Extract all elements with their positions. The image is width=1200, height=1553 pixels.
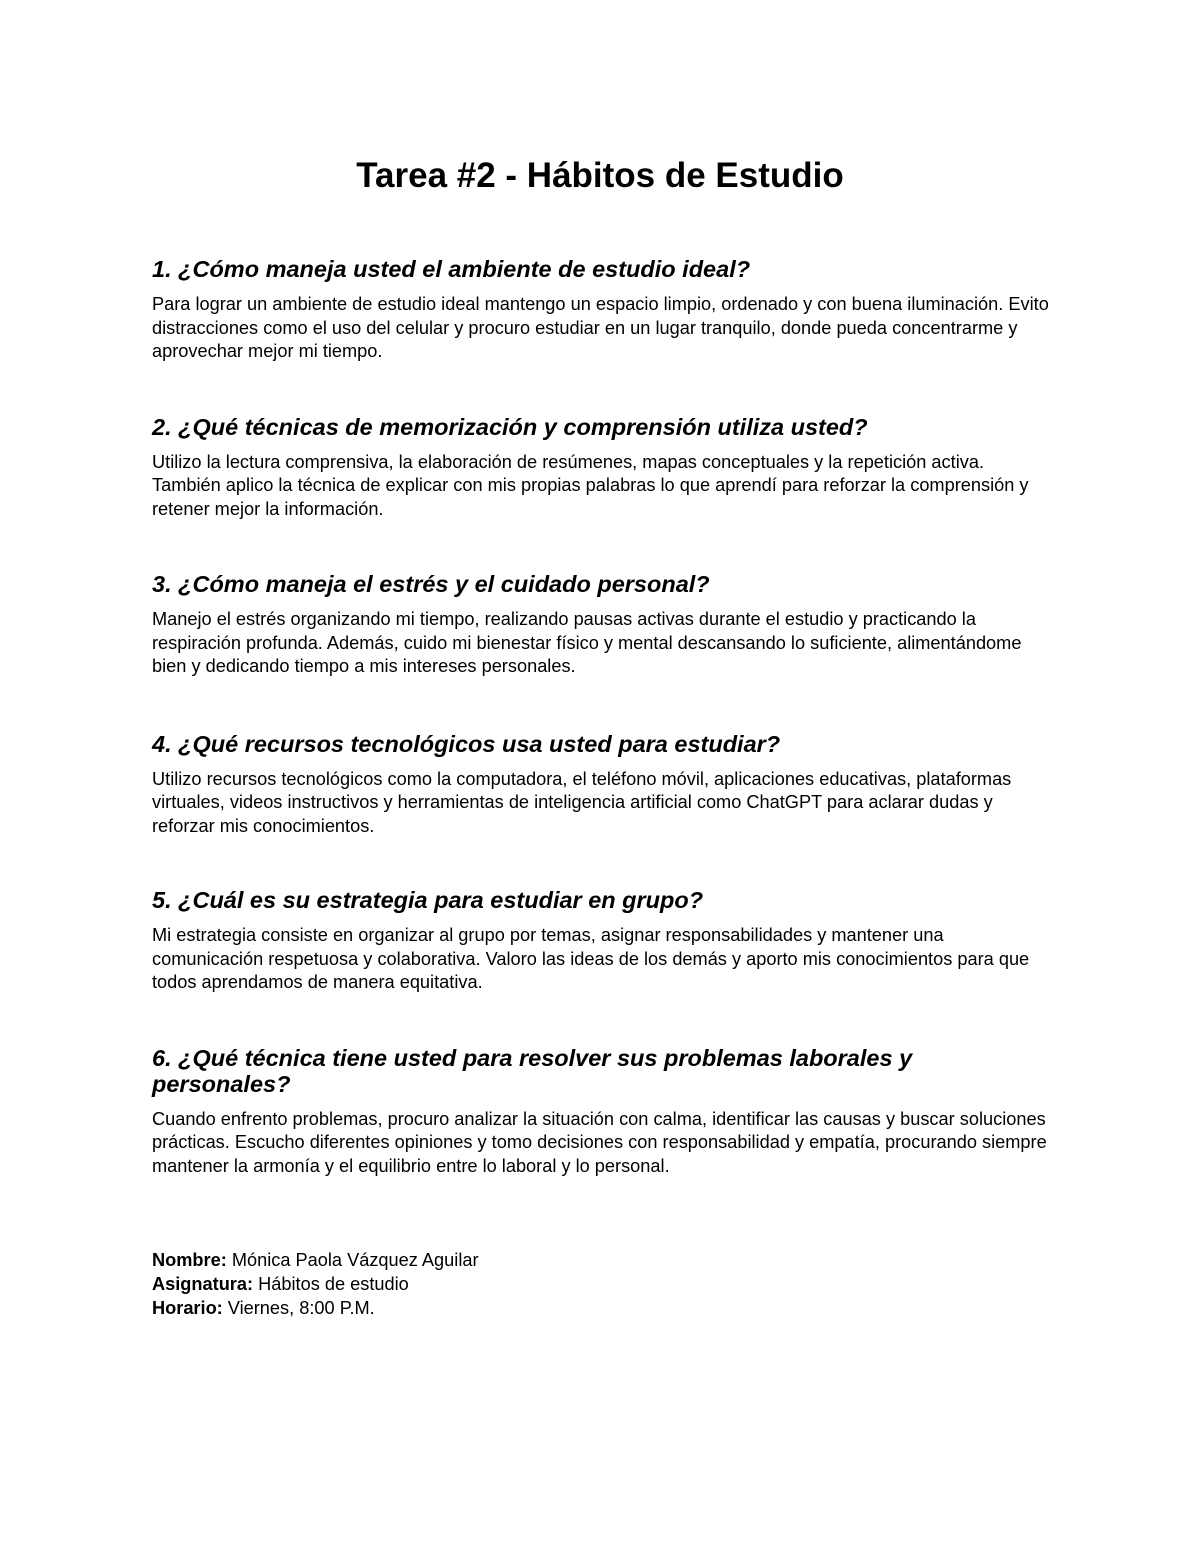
question-section-5: [152, 887, 1052, 995]
question-heading-2: 2. ¿Qué técnicas de memorización y comprensión utiliza usted?: [152, 413, 868, 440]
answer-paragraph-1: Para lograr un ambiente de estudio ideal mantengo un espacio limpio, ordenado y con buena iluminación. Evito distracciones como el uso del celular y procuro estudiar en un lugar tranquilo, donde pueda concentrarme y aprovechar mejor mi tiempo.: [152, 294, 1049, 361]
subject-value: Hábitos de estudio: [258, 1274, 409, 1294]
answer-paragraph-2: Utilizo la lectura comprensiva, la elaboración de resúmenes, mapas conceptuales y la repetición activa. También aplico la técnica de explicar con mis propias palabras lo que aprendí para reforzar la comprensión y retener mejor la información.: [152, 451, 1029, 519]
subject-label: Asignatura:: [152, 1274, 254, 1294]
question-heading-4: 4. ¿Qué recursos tecnológicos usa usted para estudiar?: [152, 730, 781, 757]
question-heading-6: 6. ¿Qué técnica tiene usted para resolver sus problemas laborales y personales?: [152, 1044, 913, 1097]
answer-paragraph-5: Mi estrategia consiste en organizar al grupo por temas, asignar responsabilidades y mantener una comunicación respetuosa y colaborativa. Valoro las ideas de los demás y aporto mis conocimientos para que todos aprendamos de manera equitativa.: [152, 925, 1030, 992]
question-section-4: [152, 731, 1052, 839]
question-heading-3: 3. ¿Cómo maneja el estrés y el cuidado personal?: [152, 571, 710, 597]
answer-paragraph-6: Cuando enfrento problemas, procuro analizar la situación con calma, identificar las causas y buscar soluciones prácticas. Escucho diferentes opiniones y tomo decisiones con responsabilidad y empatía, procurando siempre mantener la armonía y el equilibrio entre lo laboral y lo personal.: [152, 1108, 1047, 1176]
question-section-2: [152, 414, 1052, 522]
schedule-label: Horario:: [152, 1298, 223, 1318]
name-value: Mónica Paola Vázquez Aguilar: [231, 1250, 479, 1270]
answer-paragraph-3: Manejo el estrés organizando mi tiempo, realizando pausas activas durante el estudio y practicando la respiración profunda. Además, cuido mi bienestar físico y mental descansando lo suficiente, alimentándome bien y dedicando tiempo a mis intereses personales.: [152, 609, 1022, 676]
question-section-1: [152, 256, 1052, 364]
document-page: [152, 150, 1052, 1320]
question-section-6: [152, 1045, 1052, 1179]
name-label: Nombre:: [152, 1250, 227, 1270]
student-name-line: [152, 1248, 1052, 1272]
question-heading-5: 5. ¿Cuál es su estrategia para estudiar en grupo?: [152, 887, 704, 913]
question-heading-1: 1. ¿Cómo maneja usted el ambiente de estudio ideal?: [152, 256, 751, 282]
schedule-value: Viernes, 8:00 P.M.: [227, 1298, 375, 1318]
answer-paragraph-4: Utilizo recursos tecnológicos como la computadora, el teléfono móvil, aplicaciones educativas, plataformas virtuales, videos instructivos y herramientas de inteligencia artificial como ChatGPT para aclarar dudas y reforzar mis conocimientos.: [152, 768, 1012, 836]
schedule-line: [152, 1296, 1052, 1320]
question-section-3: [152, 571, 1052, 679]
subject-line: [152, 1272, 1052, 1296]
document-title: Tarea #2 - Hábitos de Estudio: [356, 156, 844, 195]
student-info: [152, 1248, 1052, 1320]
